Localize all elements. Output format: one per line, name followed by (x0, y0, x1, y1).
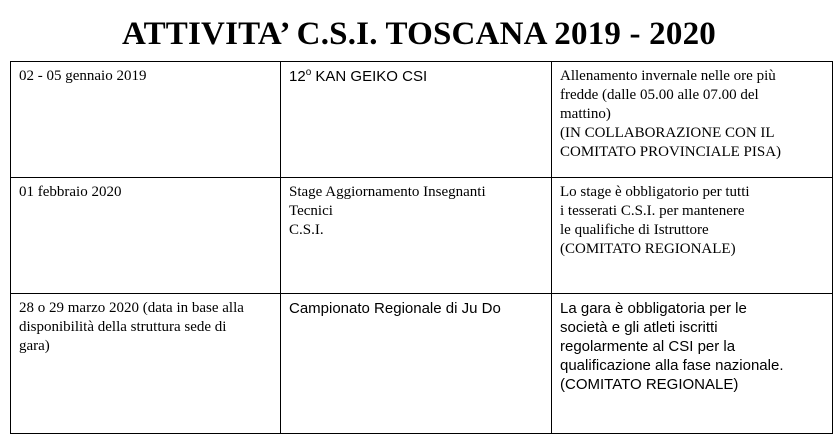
date-text: 28 o 29 marzo 2020 (data in base alla (19, 300, 244, 316)
event-text: C.S.I. (289, 222, 324, 238)
notes-text: COMITATO PROVINCIALE PISA) (560, 144, 782, 160)
event-cell (281, 178, 552, 294)
notes-cell (552, 294, 833, 434)
notes-text: le qualifiche di Istruttore (560, 222, 709, 238)
notes-text: mattino) (560, 106, 611, 122)
date-cell (11, 178, 281, 294)
date-cell (11, 294, 281, 434)
page-title: ATTIVITA’ C.S.I. TOSCANA 2019 - 2020 (122, 16, 716, 52)
notes-text: regolarmente al CSI per la (560, 338, 736, 355)
notes-cell (552, 62, 833, 178)
notes-text: (IN COLLABORAZIONE CON IL (560, 125, 775, 141)
notes-text: società e gli atleti iscritti (560, 319, 718, 336)
notes-text: qualificazione alla fase nazionale. (560, 357, 784, 374)
ordinal-indicator: o (305, 67, 312, 78)
notes-text: Allenamento invernale nelle ore più (560, 68, 776, 84)
event-text (289, 67, 543, 86)
event-cell (281, 294, 552, 434)
event-text: Campionato Regionale di Ju Do (289, 300, 501, 317)
event-text: Stage Aggiornamento Insegnanti (289, 184, 486, 200)
notes-text: (COMITATO REGIONALE) (560, 376, 739, 393)
notes-text: La gara è obbligatoria per le (560, 300, 747, 317)
date-text: 02 - 05 gennaio 2019 (19, 68, 147, 84)
table-row (11, 294, 833, 434)
table-row (11, 178, 833, 294)
date-text: 01 febbraio 2020 (19, 184, 122, 200)
date-text: disponibilità della struttura sede di (19, 319, 227, 335)
notes-cell (552, 178, 833, 294)
date-cell (11, 62, 281, 178)
date-text: gara) (19, 338, 50, 354)
event-name: KAN GEIKO CSI (311, 68, 428, 85)
notes-text: i tesserati C.S.I. per mantenere (560, 203, 745, 219)
event-number: 12 (289, 68, 306, 85)
notes-text: Lo stage è obbligatorio per tutti (560, 184, 750, 200)
event-text: Tecnici (289, 203, 333, 219)
activities-table (10, 61, 833, 434)
notes-text: (COMITATO REGIONALE) (560, 241, 736, 257)
notes-text: fredde (dalle 05.00 alle 07.00 del (560, 87, 759, 103)
table-row (11, 62, 833, 178)
event-cell (281, 62, 552, 178)
